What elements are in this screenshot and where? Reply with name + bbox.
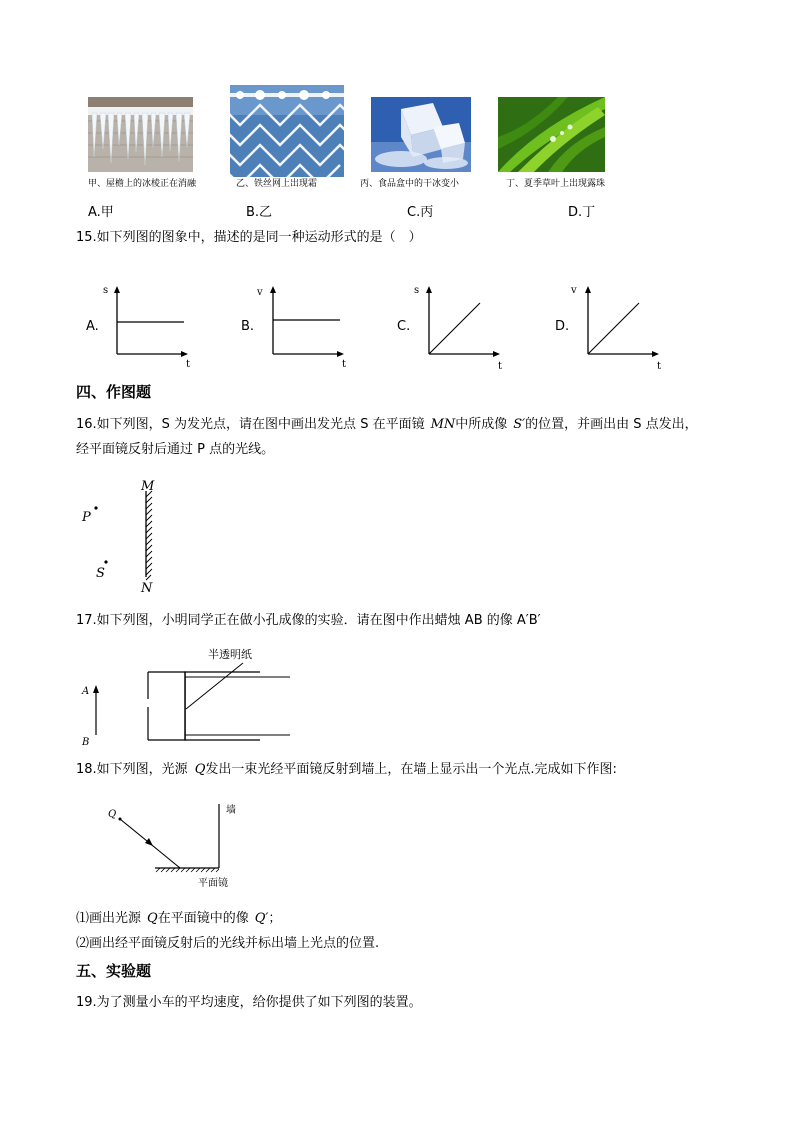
- q16-line2: 经平面镜反射后通过 P 点的光线。: [76, 442, 275, 457]
- point-p-dot: [94, 506, 97, 509]
- mirror-n-label: N: [141, 581, 153, 596]
- q16-mirror-name: MN: [430, 417, 456, 432]
- caption-jia: 甲、屋檐上的冰棱正在消融: [88, 179, 197, 189]
- point-s-dot: [104, 560, 107, 563]
- graph-d-y-label: v: [571, 285, 577, 296]
- graph-a-y-label: s: [103, 285, 109, 296]
- plane-mirror-label: 平面镜: [198, 878, 228, 889]
- point-p-label: P: [82, 510, 91, 525]
- q16-image-name: S′: [513, 417, 526, 432]
- caption-ding: 丁、夏季草叶上出现露珠: [506, 179, 606, 189]
- section-4-title: 四、作图题: [76, 383, 152, 401]
- caption-yi: 乙、铁丝网上出现霜: [236, 179, 318, 189]
- point-s-label: S: [96, 566, 105, 581]
- icicle-photo: [88, 97, 193, 172]
- caption-bing: 丙、食品盒中的干冰变小: [360, 179, 460, 189]
- q18-sub1: [76, 910, 281, 928]
- option-a: A.甲: [88, 205, 114, 220]
- q18-stem-a: 18.如下列图，光源: [76, 762, 188, 777]
- q16-line1: [76, 416, 698, 434]
- graph-b-x-label: t: [342, 359, 347, 370]
- candle-b-label: B: [82, 737, 90, 748]
- q16-line1-end: 的位置，并画出由 S 点发出，: [525, 417, 698, 432]
- q18-sub1-c: ；: [268, 911, 282, 926]
- graph-c-x-label: t: [498, 361, 503, 372]
- q18-stem: [76, 761, 617, 779]
- graph-b-y-label: v: [257, 287, 263, 298]
- q18-diagram: [100, 798, 260, 893]
- candle-a-label: A: [82, 686, 90, 697]
- graph-a-x-label: t: [186, 359, 191, 370]
- q19-stem: 19.为了测量小车的平均速度，给你提供了如下列图的装置。: [76, 995, 422, 1010]
- graph-b: [256, 283, 346, 368]
- frost-fence-photo: [230, 85, 344, 177]
- mirror-m-label: M: [141, 479, 155, 494]
- source-q-label: Q: [108, 809, 117, 820]
- option-d: D.丁: [568, 205, 596, 220]
- q17-stem: 17.如下列图，小明同学正在做小孔成像的实验．请在图中作出蜡烛 AB 的像 A′B′: [76, 613, 541, 628]
- q16-line1-start: 16.如下列图，S 为发光点，请在图中画出发光点 S 在平面镜: [76, 417, 425, 432]
- dew-grass-photo: [498, 97, 605, 172]
- graph-a-option: A.: [86, 319, 99, 334]
- q18-sub1-image: Q′: [254, 911, 269, 926]
- q18-sub1-b: 在平面镜中的像: [157, 911, 249, 926]
- graph-a: [100, 283, 190, 368]
- q18-sub1-a: ⑴画出光源: [76, 911, 142, 926]
- q17-pinhole-camera: [78, 643, 308, 753]
- dry-ice-photo: [371, 97, 471, 172]
- q16-diagram: [78, 477, 198, 597]
- q18-source-name: Q: [194, 762, 206, 777]
- q18-sub2: ⑵画出经平面镜反射后的光线并标出墙上光点的位置.: [76, 936, 380, 951]
- option-b: B.乙: [246, 205, 273, 220]
- q18-sub1-q: Q: [147, 911, 158, 926]
- graph-d-option: D.: [555, 319, 570, 334]
- wall-label: 墙: [226, 805, 236, 816]
- graph-c: [412, 283, 503, 372]
- graph-d-x-label: t: [657, 361, 662, 372]
- graph-b-option: B.: [241, 319, 255, 334]
- q15-stem: 15.如下列图的图象中，描述的是同一种运动形式的是（ ）: [76, 230, 422, 245]
- section-5-title: 五、实验题: [76, 962, 152, 980]
- graph-c-y-label: s: [414, 285, 420, 296]
- graph-c-option: C.: [397, 319, 411, 334]
- q16-line1-mid: 中所成像: [455, 417, 508, 432]
- translucent-paper-label: 半透明纸: [208, 648, 252, 661]
- q18-stem-b: 发出一束光经平面镜反射到墙上，在墙上显示出一个光点.完成如下作图:: [205, 762, 617, 777]
- graph-d: [571, 283, 662, 372]
- option-c: C.丙: [407, 205, 434, 220]
